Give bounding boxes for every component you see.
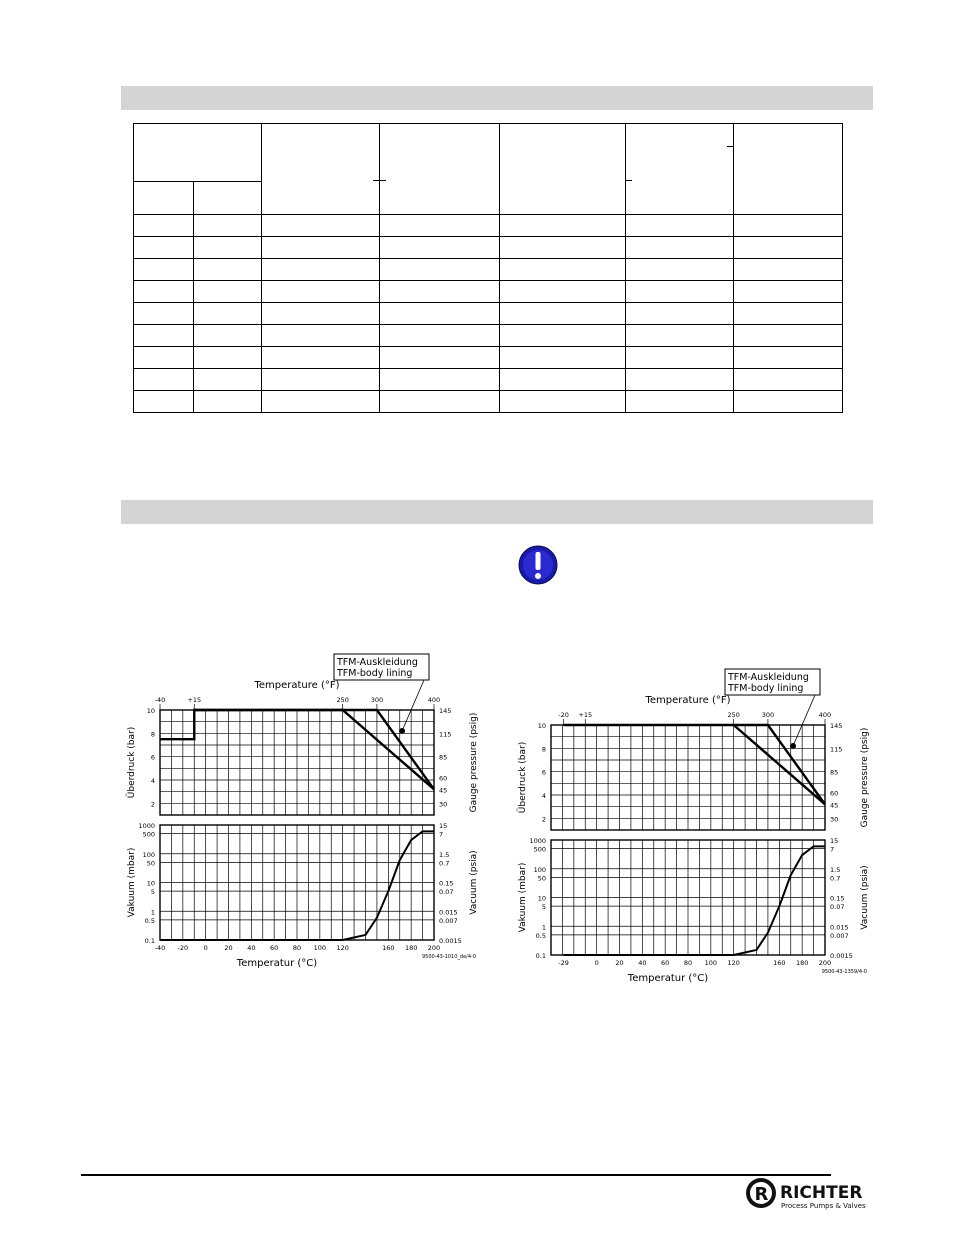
- header-cell-4: [500, 124, 626, 215]
- logo-mark-letter: R: [754, 1184, 769, 1205]
- bottom-axis-tick-label: 160: [382, 944, 395, 952]
- top-axis-tick-label: 400: [427, 696, 441, 704]
- vacuum-psia-axis-label: Vacuum (psia): [469, 850, 479, 915]
- legend-leader-line: [402, 680, 424, 731]
- vacuum-psia-axis-label: Vacuum (psia): [860, 865, 870, 930]
- vacuum-tick-label: 0.5: [535, 931, 546, 940]
- psia-tick-label: 0.0015: [830, 952, 853, 960]
- chart-caption: 9500-43-1359/4-0: [821, 969, 867, 975]
- psig-tick-label: 145: [830, 722, 843, 730]
- vacuum-tick-label: 0.1: [144, 937, 155, 945]
- vacuum-tick-label: 5: [150, 888, 155, 897]
- pressure-tick-label: 10: [146, 707, 155, 715]
- bottom-axis-tick-label: -20: [177, 944, 189, 952]
- table-row: [134, 303, 843, 325]
- header-cell-6: [734, 124, 843, 215]
- logo-name: RICHTER: [780, 1183, 863, 1203]
- psia-tick-label: 0.07: [830, 903, 845, 912]
- psia-tick-label: 1.5: [439, 850, 450, 859]
- chart-caption: 9500-43-1010_de/4-0: [421, 954, 476, 960]
- legend-marker-dot: [790, 743, 796, 749]
- vacuum-tick-label: 10: [537, 894, 546, 903]
- bottom-axis-tick-label: 0: [203, 944, 208, 952]
- psia-tick-label: 0.015: [830, 923, 849, 932]
- psia-tick-label: 0.0015: [439, 937, 462, 945]
- bottom-axis-tick-label: 180: [795, 959, 809, 967]
- pressure-temperature-chart-left: [124, 650, 484, 970]
- vacuum-tick-label: 50: [537, 874, 546, 883]
- bottom-axis-tick-label: 20: [615, 959, 624, 967]
- psig-tick-label: 30: [830, 815, 839, 824]
- psig-tick-label: 115: [830, 745, 843, 754]
- psia-tick-label: 15: [439, 822, 448, 830]
- gauge-pressure-axis-label: Gauge pressure (psig): [860, 727, 870, 828]
- pressure-axis-label: Überdruck (bar): [127, 726, 137, 799]
- vacuum-tick-label: 1000: [529, 837, 546, 845]
- bottom-axis-tick-label: 160: [773, 959, 786, 967]
- vacuum-tick-label: 1: [150, 908, 155, 917]
- bottom-axis-tick-label: 100: [704, 959, 718, 967]
- pressure-tick-label: 6: [150, 753, 155, 762]
- bottom-axis-tick-label: 80: [292, 944, 302, 952]
- table-row: [134, 369, 843, 391]
- top-axis-tick-label: +15: [187, 696, 202, 704]
- bottom-axis-tick-label: 80: [683, 959, 693, 967]
- table-row: [134, 281, 843, 303]
- bottom-axis-tick-label: 120: [336, 944, 349, 952]
- vacuum-series-line: [564, 846, 825, 955]
- psia-tick-label: 0.015: [439, 908, 458, 917]
- legend-entry: TFM-Auskleidung: [728, 672, 809, 683]
- top-axis-tick-label: -20: [558, 711, 569, 719]
- bottom-axis-tick-label: -29: [558, 959, 569, 967]
- pressure-tick-label: 10: [537, 722, 546, 730]
- psia-tick-label: 7: [830, 845, 835, 854]
- vacuum-tick-label: 0.5: [144, 916, 155, 925]
- psig-tick-label: 85: [830, 768, 839, 777]
- psia-tick-label: 0.7: [830, 874, 841, 883]
- pressure-tick-label: 6: [541, 768, 546, 777]
- gauge-pressure-axis-label: Gauge pressure (psig): [469, 712, 479, 813]
- pressure-axis-label: Überdruck (bar): [518, 741, 528, 814]
- psig-tick-label: 30: [439, 800, 448, 809]
- top-axis-tick-label: 250: [336, 696, 349, 704]
- bottom-axis-tick-label: 40: [247, 944, 256, 952]
- table-row: [134, 347, 843, 369]
- top-axis-tick-label: -40: [154, 696, 166, 704]
- psia-tick-label: 0.07: [439, 888, 454, 897]
- pressure-tick-label: 2: [150, 800, 155, 809]
- top-axis-tick-label: 250: [727, 711, 740, 719]
- pressure-tick-label: 8: [541, 745, 546, 754]
- vacuum-tick-label: 50: [146, 859, 155, 868]
- psig-tick-label: 85: [439, 753, 448, 762]
- psia-tick-label: 0.007: [830, 931, 849, 940]
- top-axis-tick-label: +15: [578, 711, 593, 719]
- pressure-tick-label: 4: [150, 777, 155, 785]
- vacuum-tick-label: 500: [533, 845, 546, 854]
- bottom-axis-label: Temperatur (°C): [236, 958, 318, 969]
- top-axis-tick-label: 300: [761, 711, 775, 719]
- pressure-tick-label: 2: [541, 815, 546, 824]
- bottom-axis-tick-label: 60: [270, 944, 279, 952]
- table-row: [134, 325, 843, 347]
- vacuum-tick-label: 1000: [138, 822, 155, 830]
- header-cell-1: [134, 124, 262, 215]
- bottom-axis-label: Temperatur (°C): [627, 973, 709, 984]
- bottom-axis-tick-label: 100: [313, 944, 327, 952]
- footer-rule: [81, 1174, 831, 1176]
- table-row: [134, 237, 843, 259]
- bottom-axis-tick-label: 180: [404, 944, 418, 952]
- psia-tick-label: 0.15: [830, 894, 845, 903]
- richter-logo: [744, 1175, 874, 1215]
- bottom-axis-tick-label: 60: [661, 959, 670, 967]
- data-table: [133, 123, 843, 413]
- section-header-band-2: [121, 500, 873, 524]
- bottom-axis-tick-label: 200: [427, 944, 441, 952]
- bottom-axis-tick-label: 0: [594, 959, 599, 967]
- psig-tick-label: 45: [439, 786, 448, 795]
- psia-tick-label: 15: [830, 837, 839, 845]
- top-axis-label: Temperature (°F): [254, 680, 340, 691]
- table-row: [134, 391, 843, 413]
- bottom-axis-tick-label: -40: [154, 944, 166, 952]
- vacuum-axis-label: Vakuum (mbar): [127, 847, 137, 918]
- section-header-band-1: [121, 86, 873, 110]
- vacuum-tick-label: 10: [146, 879, 155, 888]
- bottom-axis-tick-label: 40: [638, 959, 647, 967]
- table-row: [134, 259, 843, 281]
- top-axis-tick-label: 300: [370, 696, 384, 704]
- vacuum-axis-label: Vakuum (mbar): [518, 862, 528, 933]
- logo-tagline: Process Pumps & Valves: [781, 1202, 866, 1210]
- header-cell-5: [626, 124, 734, 215]
- vacuum-tick-label: 1: [541, 923, 546, 932]
- bottom-axis-tick-label: 20: [224, 944, 233, 952]
- psia-tick-label: 7: [439, 830, 444, 839]
- header-cell-2: [262, 124, 380, 215]
- pressure-temperature-chart-right: [515, 665, 875, 985]
- vacuum-tick-label: 0.1: [535, 952, 546, 960]
- pressure-tick-label: 4: [541, 792, 546, 800]
- psia-tick-label: 0.15: [439, 879, 454, 888]
- top-axis-label: Temperature (°F): [645, 695, 731, 706]
- top-axis-tick-label: 400: [818, 711, 832, 719]
- warning-exclamation-icon: [518, 545, 558, 585]
- vacuum-tick-label: 500: [142, 830, 155, 839]
- legend-marker-dot: [399, 728, 405, 734]
- vacuum-tick-label: 100: [142, 850, 155, 859]
- legend-entry: TFM-body lining: [337, 668, 413, 679]
- psia-tick-label: 1.5: [830, 865, 841, 874]
- legend-leader-line: [793, 695, 815, 746]
- psig-tick-label: 145: [439, 707, 452, 715]
- legend-entry: TFM-body lining: [728, 683, 804, 694]
- vacuum-tick-label: 100: [533, 865, 546, 874]
- bottom-axis-tick-label: 200: [818, 959, 832, 967]
- psia-tick-label: 0.007: [439, 916, 458, 925]
- psig-tick-label: 45: [830, 801, 839, 810]
- psia-tick-label: 0.7: [439, 859, 450, 868]
- bottom-axis-tick-label: 120: [727, 959, 740, 967]
- psig-tick-label: 60: [830, 789, 839, 798]
- vacuum-tick-label: 5: [541, 903, 546, 912]
- psig-tick-label: 60: [439, 774, 448, 783]
- header-cell-3: [380, 124, 500, 215]
- table-row: [134, 215, 843, 237]
- pressure-tick-label: 8: [150, 730, 155, 739]
- psig-tick-label: 115: [439, 730, 452, 739]
- legend-entry: TFM-Auskleidung: [337, 657, 418, 668]
